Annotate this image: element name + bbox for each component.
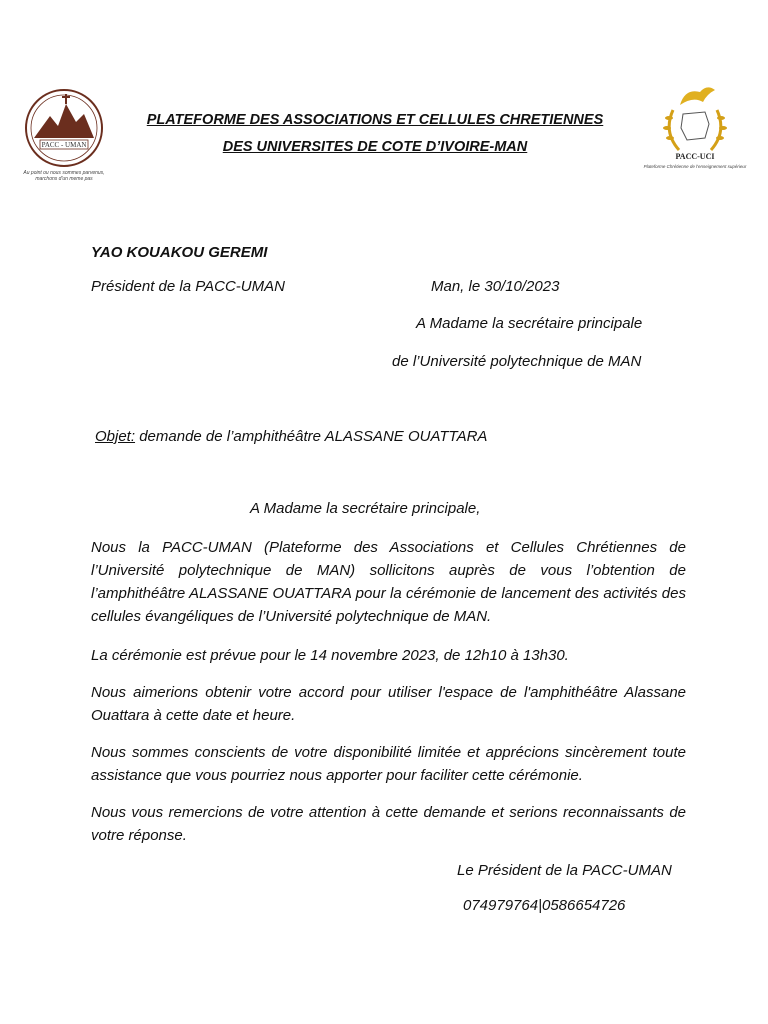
place-date: Man, le 30/10/2023 [431, 278, 560, 295]
object-label: Objet: [95, 428, 136, 445]
body-paragraph-4: Nous sommes conscients de votre disponibilité limitée et apprécions sincèrement toute assistance que vous pourriez nous apporter pour faciliter cette cérémonie. [91, 744, 686, 784]
pacc-uci-logo [645, 80, 745, 180]
recipient-line1: A Madame la secrétaire principale [416, 315, 643, 332]
body-paragraph-3: Nous aimerions obtenir votre accord pour utiliser l'espace de l'amphithéâtre Alassane Ouattara à cette date et heure. [91, 684, 686, 724]
svg-text:PACC - UMAN: PACC - UMAN [41, 141, 87, 149]
body-paragraph-1: Nous la PACC-UMAN (Plateforme des Associations et Cellules Chrétiennes de l’Université polytechnique de MAN) sollicitons auprès de vous l’obtention de l’amphithéâtre ALASSANE OUATTARA pour la cérémonie de lancement des activités des cellules évangéliques de l’Université polytechnique de MAN. [91, 539, 686, 625]
logo-motto: Au point ou nous sommes parvenus, marchons d'un meme pas [23, 170, 105, 182]
logo-subtitle: Plateforme Chrétienne de l'enseignement supérieur [643, 164, 747, 169]
salutation: A Madame la secrétaire principale, [250, 500, 481, 517]
signature-phones: 074979764|0586654726 [463, 897, 626, 914]
svg-text:PACC-UCI: PACC-UCI [675, 152, 715, 161]
pacc-uman-logo [14, 86, 114, 186]
object-text: demande de l’amphithéâtre ALASSANE OUATTARA [135, 428, 488, 445]
signature-title: Le Président de la PACC-UMAN [457, 862, 672, 879]
body-paragraph-5: Nous vous remercions de votre attention à cette demande et serions reconnaissants de votre réponse. [91, 804, 686, 844]
body-paragraph-2: La cérémonie est prévue pour le 14 novembre 2023, de 12h10 à 13h30. [91, 647, 569, 664]
sender-name: YAO KOUAKOU GEREMI [91, 244, 268, 261]
recipient-line2: de l’Université polytechnique de MAN [392, 353, 642, 370]
header-title-line1: PLATEFORME DES ASSOCIATIONS ET CELLULES CHRETIENNES [146, 112, 604, 128]
object-line [95, 428, 487, 445]
header-title-line2: DES UNIVERSITES DE COTE D’IVOIRE-MAN [222, 139, 528, 155]
sender-role: Président de la PACC-UMAN [91, 278, 285, 295]
